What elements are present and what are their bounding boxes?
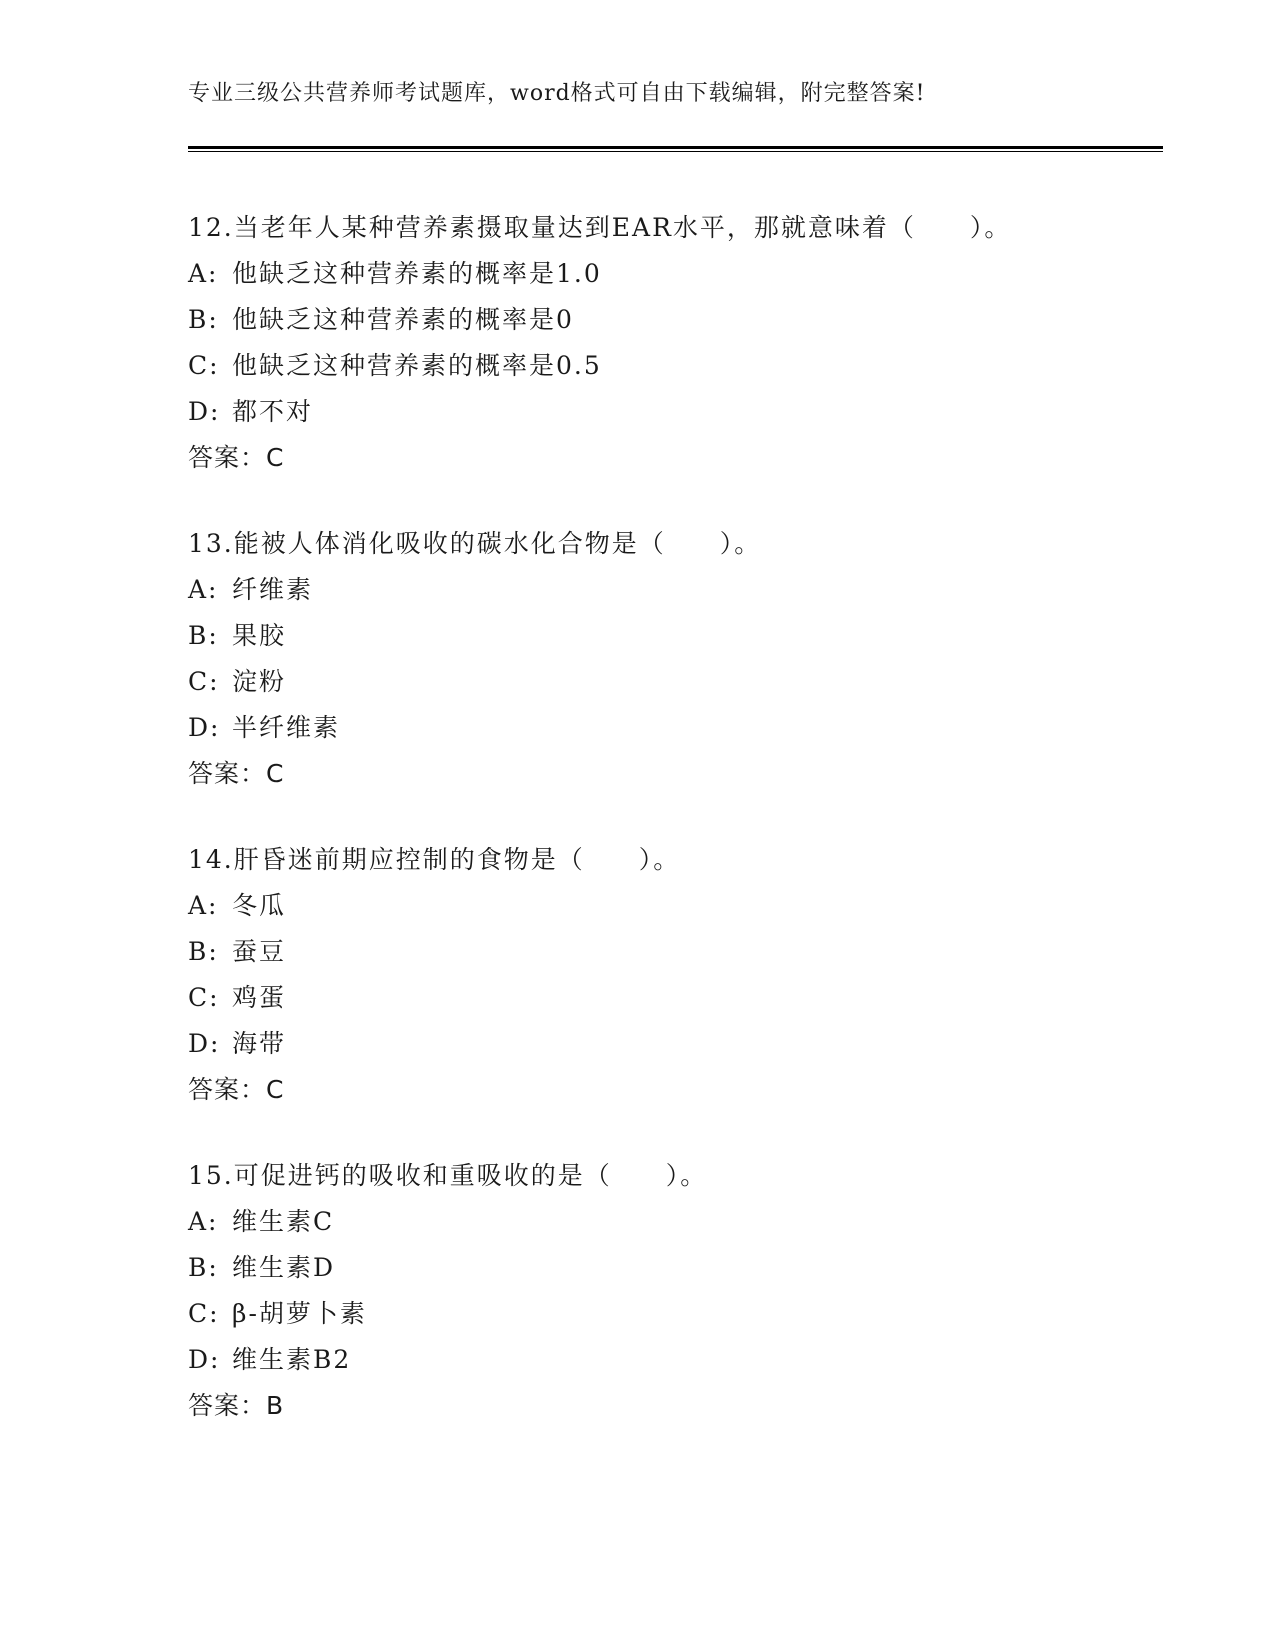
option-text: 都不对	[232, 397, 314, 426]
question-13	[188, 521, 1163, 797]
option-letter: B:	[188, 305, 219, 334]
option-letter: B:	[188, 937, 219, 966]
option-text: β-胡萝卜素	[232, 1299, 367, 1328]
question-15	[188, 1153, 1163, 1429]
option-text: 海带	[232, 1029, 287, 1058]
page-header: 专业三级公共营养师考试题库，word格式可自由下载编辑，附完整答案!	[188, 81, 926, 106]
option-text: 维生素B2	[232, 1345, 352, 1374]
option-text: 他缺乏这种营养素的概率是1.0	[232, 259, 602, 288]
question-stem: 12.当老年人某种营养素摄取量达到EAR水平，那就意味着（ ）。	[188, 213, 1012, 242]
option-d	[188, 705, 1163, 751]
option-b	[188, 613, 1163, 659]
option-text: 纤维素	[232, 575, 314, 604]
option-text: 半纤维素	[232, 713, 341, 742]
option-letter: A:	[188, 891, 219, 920]
option-text: 冬瓜	[232, 891, 287, 920]
option-c	[188, 343, 1163, 389]
option-letter: D:	[188, 1345, 221, 1374]
answer-value: B	[266, 1391, 285, 1420]
option-text: 蚕豆	[232, 937, 287, 966]
answer-line	[188, 1067, 1163, 1113]
option-c	[188, 659, 1163, 705]
option-text: 维生素C	[232, 1207, 335, 1236]
question-stem: 15.可促进钙的吸收和重吸收的是（ ）。	[188, 1161, 708, 1190]
option-letter: B:	[188, 1253, 219, 1282]
option-letter: A:	[188, 575, 219, 604]
option-letter: A:	[188, 1207, 219, 1236]
option-letter: D:	[188, 1029, 221, 1058]
answer-line	[188, 435, 1163, 481]
option-d	[188, 1337, 1163, 1383]
option-a	[188, 567, 1163, 613]
question-list	[188, 205, 1163, 1469]
option-a	[188, 1199, 1163, 1245]
question-stem: 13.能被人体消化吸收的碳水化合物是（ ）。	[188, 529, 762, 558]
option-c	[188, 975, 1163, 1021]
option-b	[188, 1245, 1163, 1291]
option-letter: D:	[188, 713, 221, 742]
option-letter: C:	[188, 983, 220, 1012]
option-text: 果胶	[232, 621, 287, 650]
option-d	[188, 1021, 1163, 1067]
option-letter: D:	[188, 397, 221, 426]
option-b	[188, 297, 1163, 343]
option-text: 鸡蛋	[232, 983, 287, 1012]
option-letter: A:	[188, 259, 219, 288]
answer-value: C	[266, 759, 285, 788]
option-letter: C:	[188, 351, 220, 380]
option-text: 维生素D	[232, 1253, 336, 1282]
answer-label: 答案：	[188, 759, 267, 788]
answer-value: C	[266, 443, 285, 472]
option-b	[188, 929, 1163, 975]
option-text: 他缺乏这种营养素的概率是0.5	[232, 351, 602, 380]
question-12	[188, 205, 1163, 481]
option-c	[188, 1291, 1163, 1337]
header-rule-thin	[188, 151, 1163, 152]
option-text: 淀粉	[232, 667, 287, 696]
answer-label: 答案：	[188, 443, 267, 472]
option-a	[188, 251, 1163, 297]
question-stem: 14.肝昏迷前期应控制的食物是（ ）。	[188, 845, 681, 874]
option-text: 他缺乏这种营养素的概率是0	[232, 305, 574, 334]
option-letter: C:	[188, 1299, 220, 1328]
question-14	[188, 837, 1163, 1113]
answer-value: C	[266, 1075, 285, 1104]
header-rule-thick	[188, 146, 1163, 149]
answer-label: 答案：	[188, 1075, 267, 1104]
answer-line	[188, 1383, 1163, 1429]
answer-line	[188, 751, 1163, 797]
option-letter: B:	[188, 621, 219, 650]
option-a	[188, 883, 1163, 929]
option-d	[188, 389, 1163, 435]
answer-label: 答案：	[188, 1391, 267, 1420]
option-letter: C:	[188, 667, 220, 696]
